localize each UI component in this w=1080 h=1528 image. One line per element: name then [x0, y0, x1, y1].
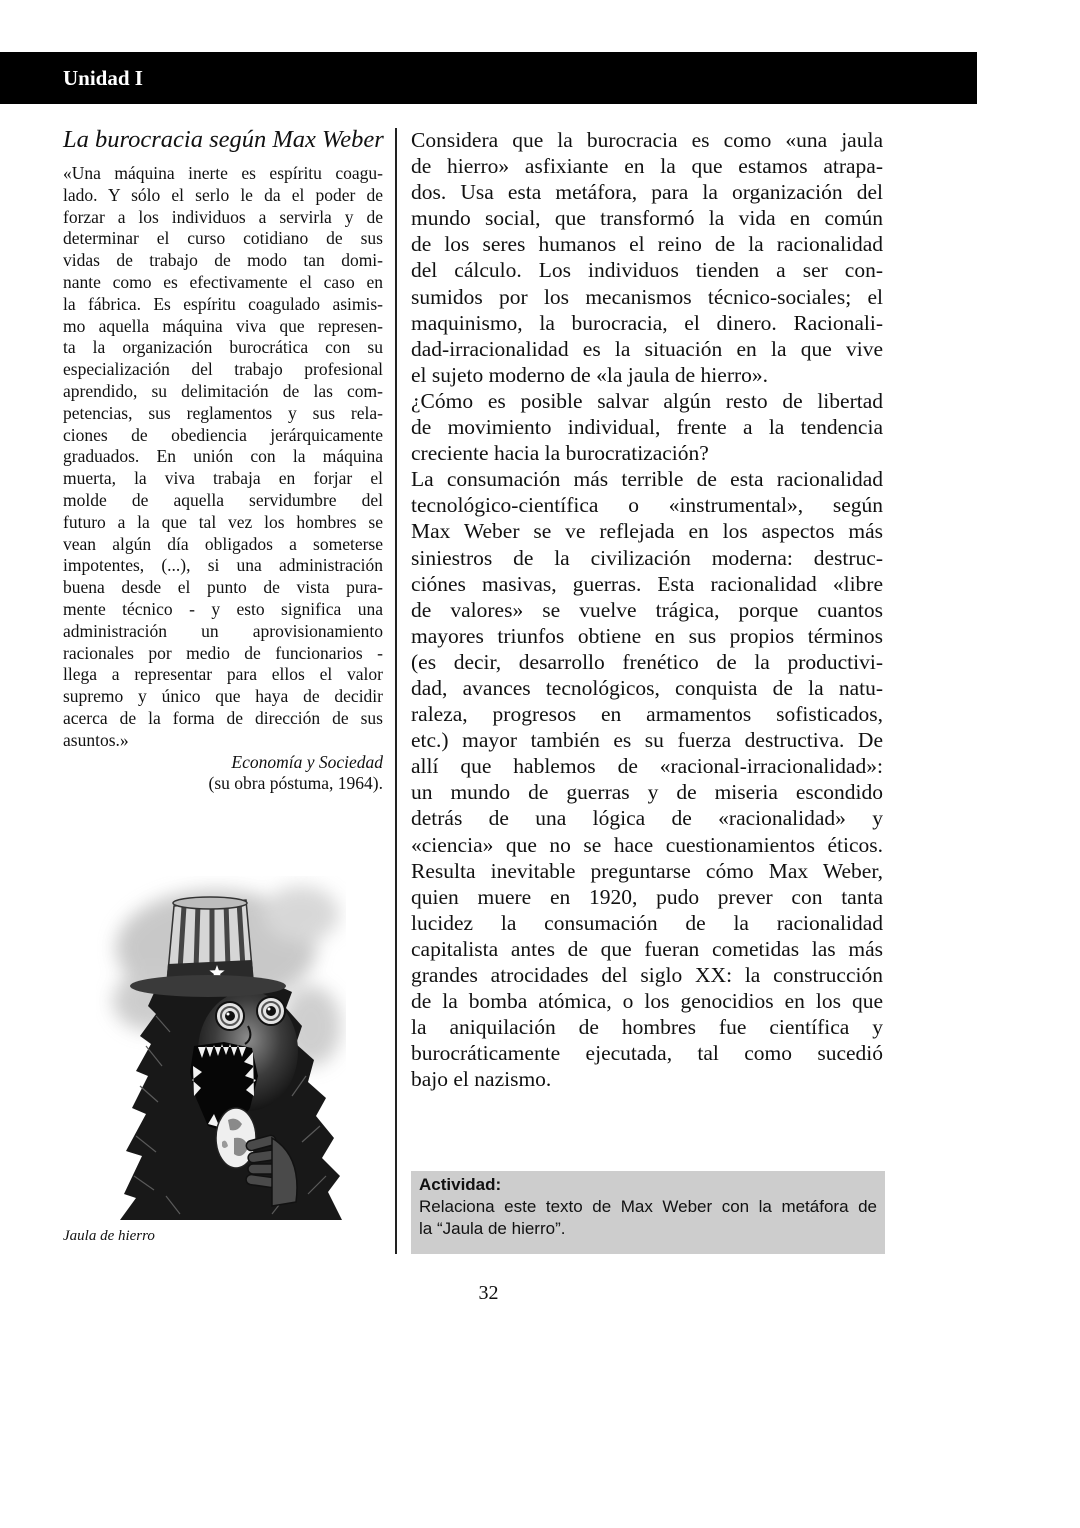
unit-header-band	[0, 52, 977, 104]
body-line: de hierro» asfixiante en la que estamos atrapa-	[411, 154, 883, 179]
body-line: bajo el nazismo.	[411, 1067, 552, 1092]
body-line: un mundo de guerras y de miseria escondido	[411, 780, 883, 805]
quote-line: ciones de obediencia jerárquicamente	[63, 424, 383, 445]
quote-line: determinar el curso cotidiano de sus	[63, 228, 383, 249]
quote-line: acerca de la forma de dirección de sus	[63, 707, 383, 728]
activity-text-line: la “Jaula de hierro”.	[419, 1219, 566, 1238]
activity-box	[411, 1171, 885, 1254]
body-line: capitalista antes de que fueran cometidas las más	[411, 936, 883, 961]
sidebar-title: La burocracia según Max Weber	[63, 126, 384, 153]
body-line: allí que hablemos de «racional-irracionalidad»:	[411, 754, 883, 779]
quote-line: ta la organización burocrática con su	[63, 337, 383, 358]
page-number: 32	[478, 1282, 499, 1304]
quote-line: vean algún día obligados a someterse	[63, 533, 383, 554]
body-line: tecnológico-científica o «instrumental», según	[411, 493, 883, 518]
body-line: burocráticamente ejecutada, tal como sucedió	[411, 1041, 883, 1066]
body-line: ¿Cómo es posible salvar algún resto de libertad	[411, 388, 883, 413]
body-line: dad, avances tecnológicos, conquista de la natu-	[411, 675, 883, 700]
body-line: mundo social, que transformó la vida en común	[411, 206, 883, 231]
body-line: de los seres humanos el reino de la racionalidad	[411, 232, 883, 257]
body-line: Resulta inevitable preguntarse cómo Max Weber,	[411, 858, 883, 883]
hat-top	[173, 897, 247, 909]
body-line: La consumación más terrible de esta racionalidad	[411, 467, 883, 492]
body-line: del cálculo. Los individuos tienden a ser con-	[411, 258, 883, 283]
body-line: grandes atrocidades del siglo XX: la construcción	[411, 963, 883, 987]
weber-quote	[63, 163, 383, 795]
quote-line: la fábrica. Es espíritu coagulado asimis-	[63, 293, 383, 314]
body-line: quien muere en 1920, pudo prever con tanta	[411, 884, 883, 909]
quote-line: muerta, la viva trabaja en forjar el	[63, 468, 383, 489]
body-line: «ciencia» que no se hace cuestionamientos éticos.	[411, 832, 883, 857]
body-line: ciónes masivas, guerras. Esta racionalidad «libre	[411, 571, 883, 596]
activity-heading: Actividad:	[419, 1175, 502, 1194]
body-line: de valores» se vuelve trágica, porque cuantos	[411, 597, 883, 622]
quote-line: administración un aprovisionamiento	[63, 620, 383, 641]
body-line: maquinismo, la burocracia, el dinero. Racionali-	[411, 310, 883, 335]
quote-line: petencias, sus reglamentos y sus rela-	[63, 402, 383, 423]
quote-line: vidas de trabajo de modo tan domi-	[63, 250, 383, 271]
body-line: creciente hacia la burocratización?	[411, 441, 709, 466]
body-line: lucidez la consumación de la racionalidad	[411, 910, 883, 935]
body-line: Max Weber se ve reflejada en los aspectos más	[411, 519, 883, 544]
quote-line: futuro a la que tal vez los hombres se	[63, 511, 383, 532]
main-text	[411, 127, 883, 1092]
body-line: etc.) mayor también es su fuerza destructiva. De	[411, 728, 883, 753]
body-line: sumidos por los mecanismos técnico-sociales; el	[411, 284, 883, 309]
illustration-caption: Jaula de hierro	[63, 1228, 155, 1244]
quote-line: impotentes, (...), si una administración	[63, 555, 383, 576]
body-line: dos. Usa esta metáfora, para la organización del	[411, 180, 883, 205]
quote-line: graduados. En unión con la máquina	[63, 446, 383, 467]
quote-line: nante como es efectivamente el caso en	[63, 271, 383, 292]
body-line: detrás de una lógica de «racionalidad» y	[411, 806, 883, 831]
unit-title: Unidad I	[63, 66, 143, 90]
body-line: Considera que la burocracia es como «una jaula	[411, 128, 883, 152]
body-line: dad-irracionalidad es la situación en la que vive	[411, 336, 883, 361]
quote-line: racionales por medio de funcionarios -	[63, 642, 383, 663]
body-line: mayores triunfos obtiene en sus propios términos	[411, 623, 883, 648]
quote-source-title: Economía y Sociedad	[231, 751, 383, 772]
body-line: siniestros de la civilización moderna: destruc-	[411, 545, 883, 570]
quote-line: buena desde el punto de vista pura-	[63, 577, 383, 598]
quote-line: «Una máquina inerte es espíritu coagu-	[63, 163, 383, 183]
quote-line: mo aquella máquina viva que represen-	[63, 315, 383, 336]
quote-line: asuntos.»	[63, 729, 129, 750]
body-line: la aniquilación de hombres fue científica y	[411, 1015, 883, 1040]
quote-line: forzar a los individuos a servirla y de	[63, 206, 383, 227]
hat-brim	[130, 975, 286, 997]
quote-line: mente técnico - y esto significa una	[63, 598, 383, 619]
body-line: (es decir, desarrollo frenético de la productivi-	[411, 649, 883, 674]
iron-cage-illustration	[96, 876, 346, 1226]
body-line: raleza, progresos en armamentos sofisticados,	[411, 702, 883, 727]
right-eye	[257, 997, 285, 1025]
column-divider	[395, 128, 397, 1254]
quote-line: molde de aquella servidumbre del	[63, 489, 383, 510]
quote-line: supremo y único que haya de decidir	[63, 686, 383, 707]
left-eye	[216, 1002, 244, 1030]
body-line: de movimiento individual, frente a la tendencia	[411, 415, 883, 440]
quote-source-note: (su obra póstuma, 1964).	[208, 773, 383, 794]
quote-line: aprendido, su delimitación de las com-	[63, 380, 383, 401]
quote-line: llega a representar para ellos el valor	[63, 664, 383, 685]
body-line: el sujeto moderno de «la jaula de hierro».	[411, 362, 769, 387]
quote-line: especialización del trabajo profesional	[63, 359, 383, 380]
activity-text-line: Relaciona este texto de Max Weber con la metáfora de	[419, 1197, 877, 1216]
body-line: de la bomba atómica, o los genocidios en los que	[411, 989, 883, 1014]
quote-line: lado. Y sólo el serlo le da el poder de	[63, 184, 383, 205]
